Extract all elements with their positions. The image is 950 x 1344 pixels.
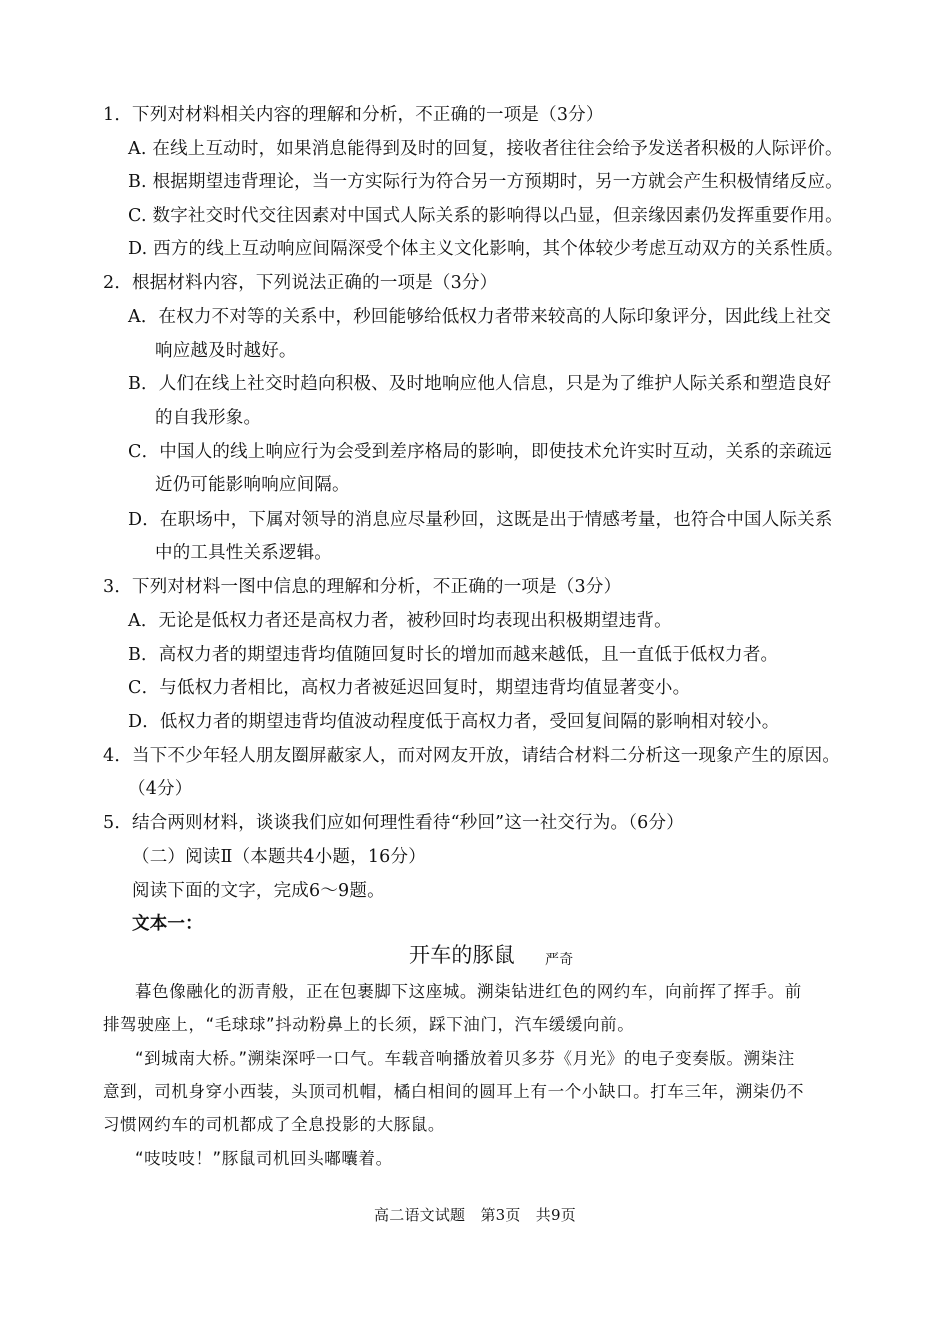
question-3-option-a: A．无论是低权力者还是高权力者，被秒回时均表现出积极期望违背。 bbox=[128, 611, 672, 631]
question-2-option-b-continued: 的自我形象。 bbox=[155, 408, 262, 428]
question-2-option-a: A．在权力不对等的关系中，秒回能够给低权力者带来较高的人际印象评分，因此线上社交 bbox=[128, 307, 832, 327]
question-1-stem: 1．下列对材料相关内容的理解和分析，不正确的一项是（3分） bbox=[103, 105, 604, 125]
question-2-option-d: D．在职场中，下属对领导的消息应尽量秒回，这既是出于情感考量，也符合中国人际关系 bbox=[128, 510, 833, 530]
story-paragraph-2-line-2: 意到，司机身穿小西装，头顶司机帽，橘白相间的圆耳上有一个小缺口。打车三年，溯柒仍不 bbox=[103, 1082, 805, 1101]
story-title: 开车的豚鼠 bbox=[409, 943, 515, 967]
question-2-option-c-continued: 近仍可能影响响应间隔。 bbox=[155, 475, 350, 495]
page-footer: 高二语文试题 第3页 共9页 bbox=[374, 1206, 576, 1224]
question-2-option-d-continued: 中的工具性关系逻辑。 bbox=[155, 543, 332, 563]
section-heading: （二）阅读Ⅱ（本题共4小题，16分） bbox=[132, 847, 426, 867]
question-1-option-a: A. 在线上互动时，如果消息能得到及时的回复，接收者往往会给予发送者积极的人际评价。 bbox=[128, 139, 843, 159]
question-2-stem: 2．根据材料内容，下列说法正确的一项是（3分） bbox=[103, 273, 498, 293]
question-4-stem: 4．当下不少年轻人朋友圈屏蔽家人，而对网友开放，请结合材料二分析这一现象产生的原因。 bbox=[103, 746, 841, 766]
question-2-option-c: C．中国人的线上响应行为会受到差序格局的影响，即使技术允许实时互动，关系的亲疏远 bbox=[128, 442, 832, 462]
section-instruction: 阅读下面的文字，完成6～9题。 bbox=[132, 881, 385, 901]
question-2-option-b: B．人们在线上社交时趋向积极、及时地响应他人信息，只是为了维护人际关系和塑造良好 bbox=[128, 374, 832, 394]
question-4-score: （4分） bbox=[128, 779, 193, 799]
story-paragraph-1-line-2: 排驾驶座上，“毛球球”抖动粉鼻上的长须，踩下油门，汽车缓缓向前。 bbox=[103, 1015, 635, 1034]
question-1-option-c: C. 数字社交时代交往因素对中国式人际关系的影响得以凸显，但亲缘因素仍发挥重要作用。 bbox=[128, 206, 843, 226]
story-paragraph-1-line-1: 暮色像融化的沥青般，正在包裹脚下这座城。溯柒钻进红色的网约车，向前挥了挥手。前 bbox=[135, 982, 802, 1001]
story-paragraph-2-line-1: “到城南大桥。”溯柒深呼一口气。车载音响播放着贝多芬《月光》的电子变奏版。溯柒注 bbox=[135, 1049, 795, 1068]
question-3-stem: 3．下列对材料一图中信息的理解和分析，不正确的一项是（3分） bbox=[103, 577, 622, 597]
text-label: 文本一： bbox=[132, 914, 203, 934]
story-paragraph-3-line-1: “吱吱吱！”豚鼠司机回头嘟囔着。 bbox=[135, 1149, 393, 1168]
question-5-stem: 5．结合两则材料，谈谈我们应如何理性看待“秒回”这一社交行为。（6分） bbox=[103, 813, 684, 833]
story-paragraph-2-line-3: 习惯网约车的司机都成了全息投影的大豚鼠。 bbox=[103, 1115, 445, 1134]
question-3-option-b: B．高权力者的期望违背均值随回复时长的增加而越来越低，且一直低于低权力者。 bbox=[128, 645, 779, 665]
question-1-option-d: D. 西方的线上互动响应间隔深受个体主义文化影响，其个体较少考虑互动双方的关系性质。 bbox=[128, 239, 844, 259]
question-3-option-d: D．低权力者的期望违背均值波动程度低于高权力者，受回复间隔的影响相对较小。 bbox=[128, 712, 780, 732]
question-3-option-c: C．与低权力者相比，高权力者被延迟回复时，期望违背均值显著变小。 bbox=[128, 678, 691, 698]
story-author: 严奇 bbox=[545, 952, 574, 968]
question-1-option-b: B. 根据期望违背理论，当一方实际行为符合另一方预期时，另一方就会产生积极情绪反应。 bbox=[128, 172, 843, 192]
question-2-option-a-continued: 响应越及时越好。 bbox=[155, 341, 297, 361]
